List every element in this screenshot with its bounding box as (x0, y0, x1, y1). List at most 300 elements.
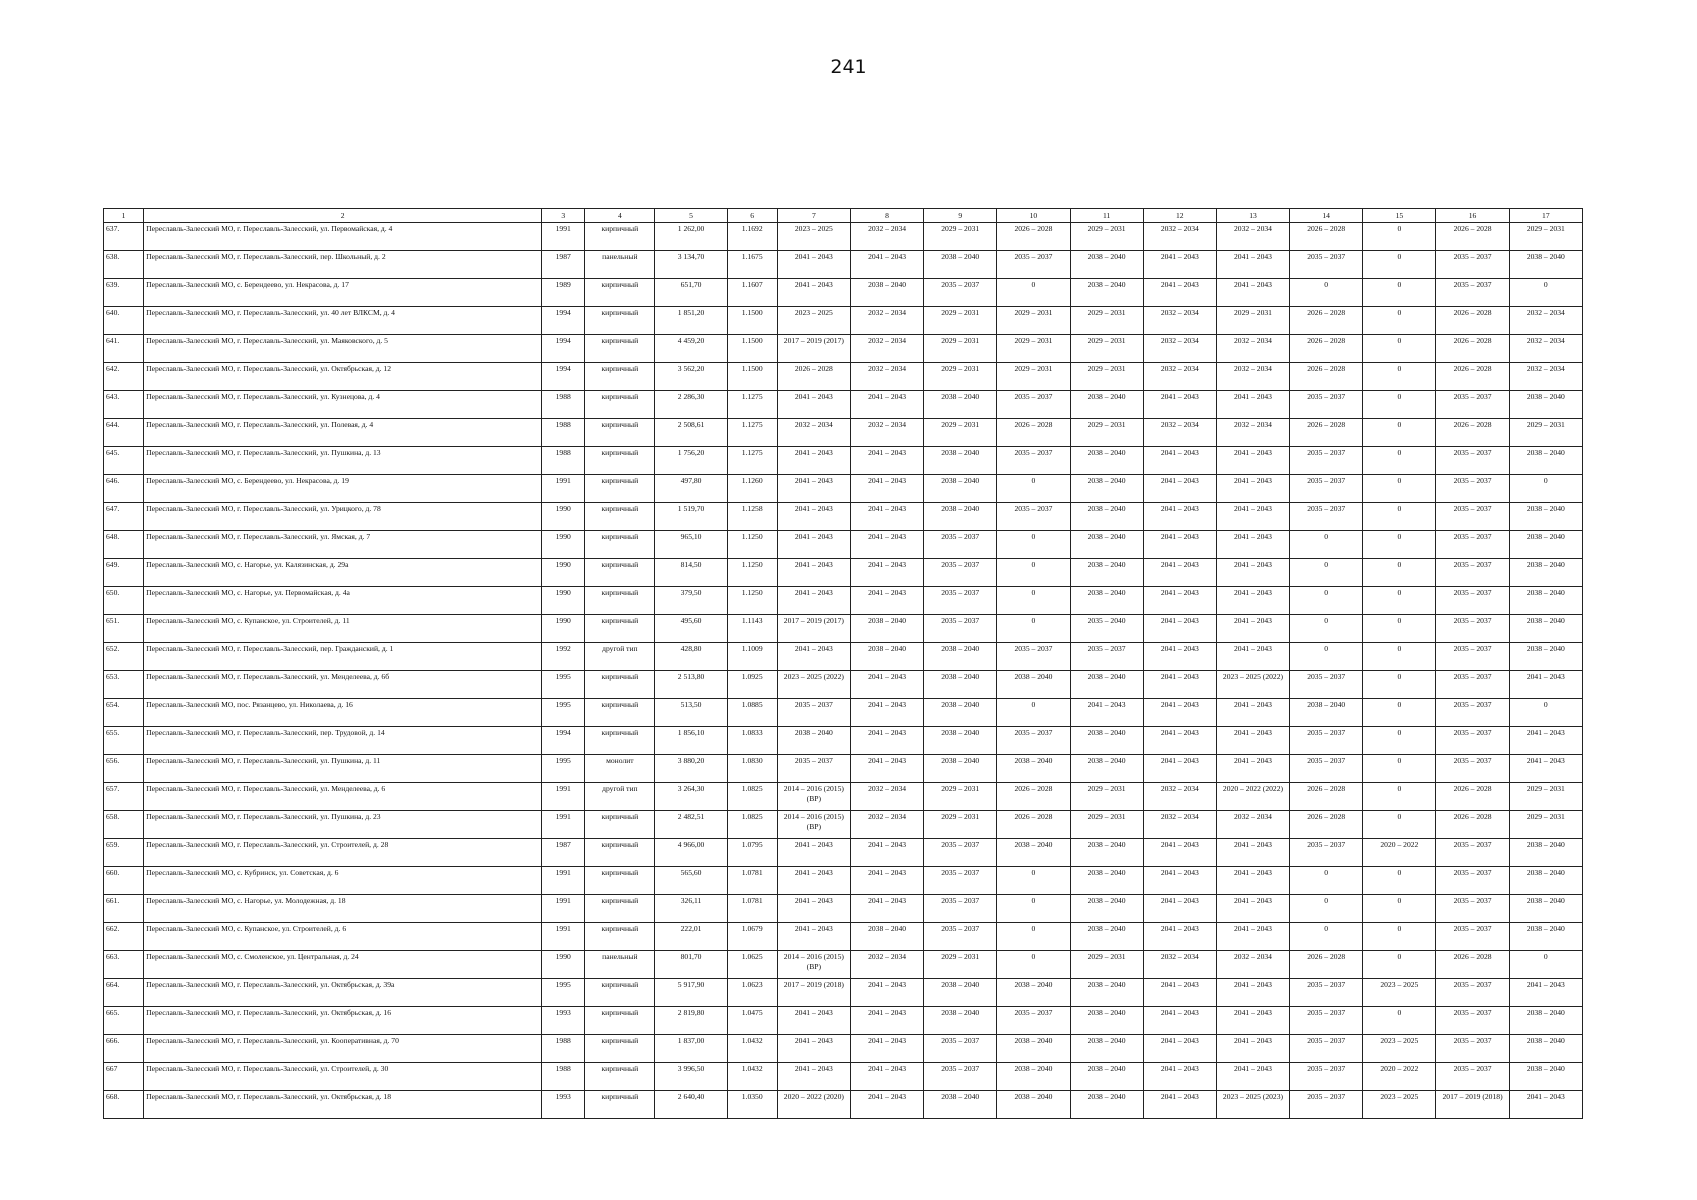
table-cell: 2035 – 2037 (1436, 1035, 1509, 1063)
table-cell: 0 (1363, 307, 1436, 335)
table-cell: 2041 – 2043 (777, 587, 850, 615)
table-cell: Переславль-Залесский МО, г. Переславль-Залесский, ул. Маяковского, д. 5 (144, 335, 542, 363)
table-cell: 1987 (542, 839, 585, 867)
table-cell: кирпичный (585, 223, 655, 251)
table-cell: 3 996,50 (655, 1063, 727, 1091)
table-cell: 642. (104, 363, 144, 391)
table-row (104, 475, 1583, 503)
column-header: 2 (144, 209, 542, 223)
table-cell: 2017 – 2019 (2017) (777, 615, 850, 643)
table-cell: 2038 – 2040 (924, 643, 997, 671)
table-cell: 2035 – 2037 (1290, 447, 1363, 475)
table-cell: 1.1275 (727, 391, 777, 419)
table-cell: 2038 – 2040 (850, 643, 923, 671)
column-header: 10 (997, 209, 1070, 223)
table-cell: 2014 – 2016 (2015) (ВР) (777, 951, 850, 979)
table-cell: 0 (1363, 727, 1436, 755)
table-cell: 2020 – 2022 (1363, 1063, 1436, 1091)
table-cell: 2041 – 2043 (850, 447, 923, 475)
table-cell: 2041 – 2043 (777, 1007, 850, 1035)
table-cell: 2035 – 2037 (924, 839, 997, 867)
table-cell: 2041 – 2043 (1509, 755, 1582, 783)
table-cell: 1991 (542, 783, 585, 811)
table-cell: 222,01 (655, 923, 727, 951)
table-cell: кирпичный (585, 1091, 655, 1119)
table-cell: 2041 – 2043 (850, 1063, 923, 1091)
table-cell: 2038 – 2040 (850, 615, 923, 643)
table-cell: 660. (104, 867, 144, 895)
table-cell: 2035 – 2037 (1290, 979, 1363, 1007)
table-cell: 664. (104, 979, 144, 1007)
table-cell: 0 (1363, 419, 1436, 447)
table-cell: кирпичный (585, 503, 655, 531)
table-cell: 654. (104, 699, 144, 727)
table-cell: 637. (104, 223, 144, 251)
table-cell: 662. (104, 923, 144, 951)
table-cell: 0 (997, 587, 1070, 615)
table-row (104, 867, 1583, 895)
table-cell: Переславль-Залесский МО, г. Переславль-Залесский, ул. Урицкого, д. 78 (144, 503, 542, 531)
table-cell: 0 (1363, 475, 1436, 503)
table-cell: 2035 – 2037 (924, 1035, 997, 1063)
table-cell: 2029 – 2031 (997, 307, 1070, 335)
table-cell: 2038 – 2040 (1509, 391, 1582, 419)
table-cell: 1990 (542, 587, 585, 615)
table-cell: 495,60 (655, 615, 727, 643)
table-cell: 1.1250 (727, 587, 777, 615)
table-cell: 2032 – 2034 (1143, 419, 1216, 447)
table-cell: 2035 – 2037 (1436, 475, 1509, 503)
table-cell: 0 (997, 951, 1070, 979)
table-cell: Переславль-Залесский МО, с. Нагорье, ул. Калязинская, д. 29а (144, 559, 542, 587)
table-cell: 1994 (542, 335, 585, 363)
table-cell: 2038 – 2040 (924, 475, 997, 503)
table-cell: 2035 – 2037 (1436, 671, 1509, 699)
table-cell: 1.0350 (727, 1091, 777, 1119)
table-cell: 2029 – 2031 (924, 335, 997, 363)
table-cell: 2041 – 2043 (1143, 503, 1216, 531)
column-header: 11 (1070, 209, 1143, 223)
table-cell: 663. (104, 951, 144, 979)
table-cell: 1988 (542, 447, 585, 475)
table-cell: 2041 – 2043 (1143, 251, 1216, 279)
table-cell: 2 640,40 (655, 1091, 727, 1119)
table-cell: 2026 – 2028 (997, 223, 1070, 251)
table-cell: 1.1009 (727, 643, 777, 671)
table-cell: 1.0885 (727, 699, 777, 727)
table-cell: 2035 – 2037 (924, 867, 997, 895)
table-row (104, 223, 1583, 251)
table-cell: 2029 – 2031 (1509, 811, 1582, 839)
table-cell: 2032 – 2034 (1509, 335, 1582, 363)
table-cell: 645. (104, 447, 144, 475)
table-cell: 1.0795 (727, 839, 777, 867)
table-cell: 1991 (542, 475, 585, 503)
table-cell: 2041 – 2043 (1216, 979, 1289, 1007)
table-cell: 2032 – 2034 (1216, 335, 1289, 363)
table-cell: 2017 – 2019 (2017) (777, 335, 850, 363)
table-cell: 565,60 (655, 867, 727, 895)
table-cell: Переславль-Залесский МО, г. Переславль-Залесский, ул. Октябрьская, д. 18 (144, 1091, 542, 1119)
table-cell: 1991 (542, 811, 585, 839)
table-cell: 2041 – 2043 (850, 839, 923, 867)
table-cell: 1.0925 (727, 671, 777, 699)
table-cell: 2032 – 2034 (777, 419, 850, 447)
table-cell: 2041 – 2043 (1143, 867, 1216, 895)
table-row (104, 587, 1583, 615)
table-cell: 2038 – 2040 (1070, 531, 1143, 559)
building-registry-table (103, 208, 1583, 1119)
table-cell: 3 134,70 (655, 251, 727, 279)
table-row (104, 279, 1583, 307)
table-cell: 2038 – 2040 (1509, 895, 1582, 923)
table-cell: 0 (1290, 923, 1363, 951)
table-cell: 2038 – 2040 (850, 279, 923, 307)
table-cell: 2038 – 2040 (1509, 447, 1582, 475)
table-cell: 2035 – 2037 (1436, 1063, 1509, 1091)
table-cell: 2038 – 2040 (997, 979, 1070, 1007)
table-cell: 2041 – 2043 (1216, 503, 1289, 531)
table-cell: 2029 – 2031 (1509, 783, 1582, 811)
table-cell: 2041 – 2043 (850, 251, 923, 279)
table-cell: 2041 – 2043 (1143, 1063, 1216, 1091)
table-cell: кирпичный (585, 1035, 655, 1063)
table-cell: 2026 – 2028 (1290, 783, 1363, 811)
table-cell: 2026 – 2028 (1290, 811, 1363, 839)
table-cell: 2 286,30 (655, 391, 727, 419)
table-cell: 640. (104, 307, 144, 335)
table-header (104, 209, 1583, 223)
table-cell: 2023 – 2025 (777, 307, 850, 335)
table-cell: 2020 – 2022 (2020) (777, 1091, 850, 1119)
table-cell: 2038 – 2040 (1070, 279, 1143, 307)
table-cell: 1.0679 (727, 923, 777, 951)
table-cell: 2038 – 2040 (1509, 251, 1582, 279)
table-cell: 814,50 (655, 559, 727, 587)
table-cell: 648. (104, 531, 144, 559)
table-cell: 2035 – 2037 (1436, 447, 1509, 475)
table-cell: кирпичный (585, 531, 655, 559)
table-cell: 2041 – 2043 (1143, 755, 1216, 783)
table-cell: 2041 – 2043 (1143, 839, 1216, 867)
table-cell: 1995 (542, 755, 585, 783)
table-cell: 0 (1363, 643, 1436, 671)
table-cell: 2041 – 2043 (777, 391, 850, 419)
table-cell: 2038 – 2040 (1070, 671, 1143, 699)
table-cell: 2041 – 2043 (1216, 1035, 1289, 1063)
table-cell: 2041 – 2043 (1143, 1035, 1216, 1063)
table-cell: кирпичный (585, 615, 655, 643)
table-cell: 2038 – 2040 (1509, 503, 1582, 531)
table-cell: 2035 – 2037 (924, 279, 997, 307)
table-row (104, 391, 1583, 419)
table-cell: 2041 – 2043 (850, 1007, 923, 1035)
table-cell: Переславль-Залесский МО, г. Переславль-Залесский, ул. Ямская, д. 7 (144, 531, 542, 559)
table-row (104, 755, 1583, 783)
table-row (104, 1063, 1583, 1091)
table-cell: 651,70 (655, 279, 727, 307)
table-cell: 2041 – 2043 (1143, 643, 1216, 671)
table-cell: кирпичный (585, 447, 655, 475)
table-cell: 2026 – 2028 (1436, 783, 1509, 811)
table-cell: 2038 – 2040 (1070, 559, 1143, 587)
table-cell: 2041 – 2043 (777, 447, 850, 475)
table-cell: 2041 – 2043 (850, 559, 923, 587)
table-cell: 1.0825 (727, 783, 777, 811)
table-cell: 655. (104, 727, 144, 755)
table-cell: 2038 – 2040 (1290, 699, 1363, 727)
table-cell: 1.0432 (727, 1035, 777, 1063)
table-cell: Переславль-Залесский МО, г. Переславль-Залесский, ул. Пушкина, д. 13 (144, 447, 542, 475)
table-cell: 638. (104, 251, 144, 279)
table-cell: 1994 (542, 727, 585, 755)
table-cell: 0 (997, 475, 1070, 503)
table-cell: 2032 – 2034 (1143, 223, 1216, 251)
table-cell: 2029 – 2031 (1070, 335, 1143, 363)
table-cell: 2041 – 2043 (1216, 279, 1289, 307)
table-cell: 644. (104, 419, 144, 447)
table-cell: 1 262,00 (655, 223, 727, 251)
table-cell: 2041 – 2043 (1143, 391, 1216, 419)
table-cell: 2032 – 2034 (850, 363, 923, 391)
table-cell: 1 851,20 (655, 307, 727, 335)
table-cell: 2038 – 2040 (1070, 895, 1143, 923)
table-cell: 1.1500 (727, 335, 777, 363)
table-cell: 2026 – 2028 (997, 811, 1070, 839)
table-cell: кирпичный (585, 279, 655, 307)
table-cell: 2029 – 2031 (1070, 811, 1143, 839)
table-cell: 2017 – 2019 (2018) (777, 979, 850, 1007)
column-header: 5 (655, 209, 727, 223)
table-cell: кирпичный (585, 699, 655, 727)
table-cell: 2041 – 2043 (777, 643, 850, 671)
table-cell: 2041 – 2043 (1216, 251, 1289, 279)
table-cell: 1994 (542, 307, 585, 335)
table-cell: 2041 – 2043 (1216, 867, 1289, 895)
table-cell: 1990 (542, 615, 585, 643)
table-cell: 2041 – 2043 (1216, 391, 1289, 419)
table-cell: 2 819,80 (655, 1007, 727, 1035)
table-cell: 1.1275 (727, 419, 777, 447)
table-cell: 2038 – 2040 (1070, 1091, 1143, 1119)
table-cell: 1.0830 (727, 755, 777, 783)
table-cell: 1991 (542, 867, 585, 895)
table-cell: 0 (1290, 587, 1363, 615)
table-row (104, 1035, 1583, 1063)
table-cell: 497,80 (655, 475, 727, 503)
table-row (104, 615, 1583, 643)
table-cell: кирпичный (585, 979, 655, 1007)
table-cell: 1.0475 (727, 1007, 777, 1035)
table-cell: 2041 – 2043 (1216, 531, 1289, 559)
table-cell: 2029 – 2031 (924, 307, 997, 335)
table-cell: 0 (1363, 755, 1436, 783)
table-cell: 1991 (542, 223, 585, 251)
table-cell: 643. (104, 391, 144, 419)
table-cell: 2029 – 2031 (1070, 951, 1143, 979)
table-cell: 1.1250 (727, 531, 777, 559)
table-cell: 0 (1290, 531, 1363, 559)
table-cell: 2038 – 2040 (1509, 839, 1582, 867)
table-cell: 5 917,90 (655, 979, 727, 1007)
table-cell: 2 513,80 (655, 671, 727, 699)
table-cell: 3 880,20 (655, 755, 727, 783)
table-cell: 2026 – 2028 (1436, 811, 1509, 839)
table-cell: 2038 – 2040 (924, 503, 997, 531)
table-row (104, 923, 1583, 951)
table-cell: 1 856,10 (655, 727, 727, 755)
table-cell: 2035 – 2037 (1436, 699, 1509, 727)
table-cell: 2038 – 2040 (1070, 1035, 1143, 1063)
table-cell: 513,50 (655, 699, 727, 727)
table-cell: 2029 – 2031 (924, 419, 997, 447)
table-cell: 668. (104, 1091, 144, 1119)
table-cell: 2041 – 2043 (850, 671, 923, 699)
table-cell: 2032 – 2034 (850, 307, 923, 335)
table-cell: 1992 (542, 643, 585, 671)
table-cell: 2041 – 2043 (850, 475, 923, 503)
table-cell: 641. (104, 335, 144, 363)
table-cell: 2032 – 2034 (1143, 307, 1216, 335)
table-cell: 2041 – 2043 (1216, 587, 1289, 615)
table-cell: 2038 – 2040 (997, 1035, 1070, 1063)
table-cell: 2038 – 2040 (924, 447, 997, 475)
table-cell: 2038 – 2040 (1509, 531, 1582, 559)
table-row (104, 1007, 1583, 1035)
table-cell: 2026 – 2028 (1436, 223, 1509, 251)
table-cell: 2038 – 2040 (1070, 867, 1143, 895)
table-cell: 2023 – 2025 (2022) (777, 671, 850, 699)
table-cell: 2041 – 2043 (1509, 979, 1582, 1007)
table-cell: 647. (104, 503, 144, 531)
table-cell: Переславль-Залесский МО, г. Переславль-Залесский, ул. Менделеева, д. 6б (144, 671, 542, 699)
table-row (104, 335, 1583, 363)
table-cell: 2038 – 2040 (1509, 587, 1582, 615)
table-cell: монолит (585, 755, 655, 783)
table-cell: 1989 (542, 279, 585, 307)
table-cell: 0 (1363, 223, 1436, 251)
table-cell: 2038 – 2040 (1070, 503, 1143, 531)
table-cell: 2032 – 2034 (1216, 811, 1289, 839)
table-cell: 326,11 (655, 895, 727, 923)
table-cell: 2035 – 2040 (1070, 615, 1143, 643)
table-cell: 0 (1363, 1007, 1436, 1035)
table-cell: 1.1275 (727, 447, 777, 475)
table-cell: 2038 – 2040 (1070, 1007, 1143, 1035)
table-cell: 379,50 (655, 587, 727, 615)
table-cell: 2032 – 2034 (1216, 951, 1289, 979)
table-cell: 2041 – 2043 (1143, 699, 1216, 727)
table-cell: 2029 – 2031 (924, 783, 997, 811)
table-cell: 0 (997, 531, 1070, 559)
column-header: 8 (850, 209, 923, 223)
table-cell: 0 (1290, 559, 1363, 587)
table-cell: 2038 – 2040 (924, 671, 997, 699)
table-cell: 2035 – 2037 (1436, 755, 1509, 783)
table-cell: 639. (104, 279, 144, 307)
table-cell: 2038 – 2040 (1509, 867, 1582, 895)
table-cell: 1.1143 (727, 615, 777, 643)
table-cell: кирпичный (585, 587, 655, 615)
table-cell: 0 (1509, 475, 1582, 503)
table-cell: 0 (1363, 615, 1436, 643)
table-row (104, 503, 1583, 531)
table-cell: 2041 – 2043 (1143, 587, 1216, 615)
table-cell: 2035 – 2037 (924, 1063, 997, 1091)
table-cell: 2035 – 2037 (1290, 1063, 1363, 1091)
table-cell: 0 (997, 615, 1070, 643)
table-cell: 2035 – 2037 (1290, 755, 1363, 783)
table-cell: кирпичный (585, 559, 655, 587)
table-cell: 2038 – 2040 (1070, 391, 1143, 419)
table-body (104, 223, 1583, 1119)
table-cell: Переславль-Залесский МО, г. Переславль-Залесский, ул. Октябрьская, д. 39а (144, 979, 542, 1007)
table-cell: 2038 – 2040 (1070, 475, 1143, 503)
table-cell: 2035 – 2037 (997, 643, 1070, 671)
table-cell: 2035 – 2037 (1290, 391, 1363, 419)
table-cell: 657. (104, 783, 144, 811)
table-cell: 2041 – 2043 (850, 979, 923, 1007)
table-cell: кирпичный (585, 419, 655, 447)
table-cell: 2038 – 2040 (924, 979, 997, 1007)
table-row (104, 307, 1583, 335)
table-cell: кирпичный (585, 839, 655, 867)
table-cell: 1.0432 (727, 1063, 777, 1091)
table-cell: 2041 – 2043 (850, 867, 923, 895)
table-row (104, 419, 1583, 447)
table-cell: 2041 – 2043 (1143, 615, 1216, 643)
table-cell: 2038 – 2040 (924, 727, 997, 755)
table-cell: 1.1260 (727, 475, 777, 503)
table-cell: Переславль-Залесский МО, г. Переславль-Залесский, ул. 40 лет ВЛКСМ, д. 4 (144, 307, 542, 335)
table-cell: 2041 – 2043 (1216, 895, 1289, 923)
table-cell: 0 (1363, 531, 1436, 559)
table-cell: 2029 – 2031 (1070, 363, 1143, 391)
table-cell: 2026 – 2028 (1290, 223, 1363, 251)
table-cell: 2038 – 2040 (1070, 1063, 1143, 1091)
table-cell: Переславль-Залесский МО, с. Купанское, ул. Строителей, д. 6 (144, 923, 542, 951)
table-cell: 2032 – 2034 (1143, 363, 1216, 391)
column-header: 14 (1290, 209, 1363, 223)
table-cell: 2026 – 2028 (1290, 951, 1363, 979)
table-cell: 1993 (542, 1091, 585, 1119)
table-cell: 2035 – 2037 (1070, 643, 1143, 671)
table-cell: 1990 (542, 503, 585, 531)
table-cell: 1.1258 (727, 503, 777, 531)
table-cell: 2041 – 2043 (850, 503, 923, 531)
table-cell: 2035 – 2037 (1436, 615, 1509, 643)
table-cell: 2035 – 2037 (1290, 671, 1363, 699)
table-cell: 0 (997, 699, 1070, 727)
table-cell: 2026 – 2028 (777, 363, 850, 391)
table-cell: 2041 – 2043 (850, 1091, 923, 1119)
table-cell: 2035 – 2037 (1290, 475, 1363, 503)
table-cell: 2041 – 2043 (1509, 671, 1582, 699)
table-cell: 2035 – 2037 (1436, 867, 1509, 895)
table-cell: 2026 – 2028 (1436, 419, 1509, 447)
table-cell: 2035 – 2037 (1290, 727, 1363, 755)
table-cell: 1.0781 (727, 867, 777, 895)
table-row (104, 979, 1583, 1007)
table-cell: 0 (1363, 559, 1436, 587)
table-cell: 2020 – 2022 (2022) (1216, 783, 1289, 811)
table-cell: 2041 – 2043 (1216, 559, 1289, 587)
table-cell: 2038 – 2040 (1070, 727, 1143, 755)
table-cell: 2029 – 2031 (1216, 307, 1289, 335)
table-cell: 2035 – 2037 (1436, 503, 1509, 531)
table-cell: 1 756,20 (655, 447, 727, 475)
table-cell: 965,10 (655, 531, 727, 559)
